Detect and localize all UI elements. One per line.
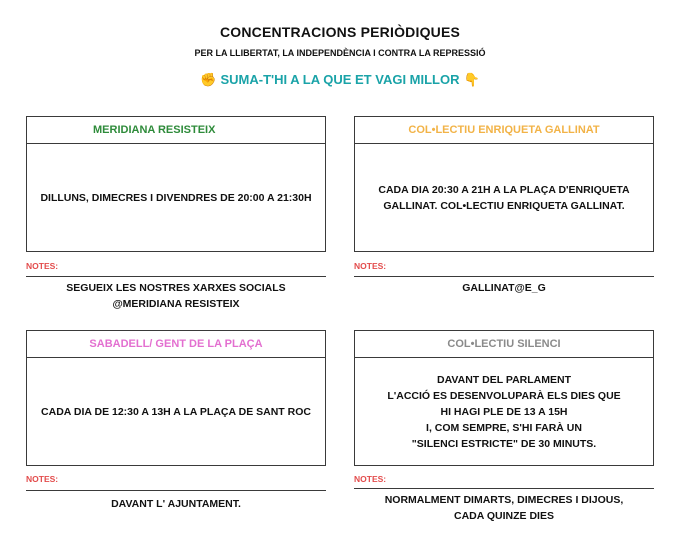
schedule-text: CADA DIA DE 12:30 A 13H A LA PLAÇA DE SANT ROC <box>41 406 311 418</box>
notes-line-1: DAVANT L' AJUNTAMENT. <box>111 498 241 510</box>
notes-label: NOTES: <box>354 474 387 484</box>
call-to-action <box>0 72 680 88</box>
card-meridiana-resisteix <box>26 116 326 310</box>
notes-label: NOTES: <box>354 261 387 271</box>
notes-text <box>354 492 654 524</box>
card-collectiu-enriqueta-gallinat <box>354 116 654 294</box>
card-box <box>26 116 326 252</box>
card-header <box>27 331 325 358</box>
notes-text <box>26 496 326 512</box>
notes-divider <box>26 490 326 491</box>
schedule-line-1: DAVANT DEL PARLAMENT <box>437 374 571 386</box>
card-title: MERIDIANA RESISTEIX <box>93 124 216 136</box>
card-header <box>355 117 653 144</box>
pointing-down-icon: 👇 <box>463 72 480 87</box>
schedule-line-2: GALLINAT. COL•LECTIU ENRIQUETA GALLINAT. <box>383 200 625 212</box>
notes-text <box>26 280 326 312</box>
page-subtitle: PER LA LLIBERTAT, LA INDEPENDÈNCIA I CONTRA LA REPRESSIÓ <box>194 48 486 58</box>
schedule-line-1: CADA DIA 20:30 A 21H A LA PLAÇA D'ENRIQUETA <box>378 184 630 196</box>
notes-label: NOTES: <box>26 474 59 484</box>
schedule-line-3: HI HAGI PLE DE 13 A 15H <box>440 406 568 418</box>
card-schedule <box>27 144 325 252</box>
notes-label: NOTES: <box>26 261 59 271</box>
card-title: SABADELL/ GENT DE LA PLAÇA <box>89 338 263 350</box>
raised-fist-icon: ✊ <box>200 72 217 87</box>
schedule-line-5: "SILENCI ESTRICTE" DE 30 MINUTS. <box>411 438 597 450</box>
notes-line-1: GALLINAT@E_G <box>462 282 546 294</box>
card-title: COL•LECTIU SILENCI <box>447 338 561 350</box>
notes-line-2: CADA QUINZE DIES <box>454 510 554 522</box>
notes-divider <box>354 276 654 277</box>
schedule-text: DILLUNS, DIMECRES I DIVENDRES DE 20:00 A 21:30H <box>40 192 312 204</box>
card-header <box>355 331 653 358</box>
card-box <box>354 116 654 252</box>
notes-divider <box>26 276 326 277</box>
card-title: COL•LECTIU ENRIQUETA GALLINAT <box>408 124 600 136</box>
card-box <box>354 330 654 466</box>
card-schedule <box>355 358 653 466</box>
schedule-line-4: I, COM SEMPRE, S'HI FARÀ UN <box>426 422 582 434</box>
notes-divider <box>354 488 654 489</box>
schedule-line-2: L'ACCIÓ ES DESENVOLUPARÀ ELS DIES QUE <box>387 390 621 402</box>
card-collectiu-silenci <box>354 330 654 522</box>
card-sabadell-gent-de-la-placa <box>26 330 326 510</box>
page-title: CONCENTRACIONS PERIÒDIQUES <box>219 24 461 40</box>
notes-line-1: NORMALMENT DIMARTS, DIMECRES I DIJOUS, <box>384 494 624 506</box>
notes-line-2: @MERIDIANA RESISTEIX <box>112 298 240 310</box>
notes-line-1: SEGUEIX LES NOSTRES XARXES SOCIALS <box>66 282 286 294</box>
card-schedule <box>27 358 325 466</box>
cta-text: SUMA-T'HI A LA QUE ET VAGI MILLOR <box>220 72 460 87</box>
card-schedule <box>355 144 653 252</box>
notes-text <box>354 280 654 296</box>
card-box <box>26 330 326 466</box>
card-header <box>27 117 325 144</box>
